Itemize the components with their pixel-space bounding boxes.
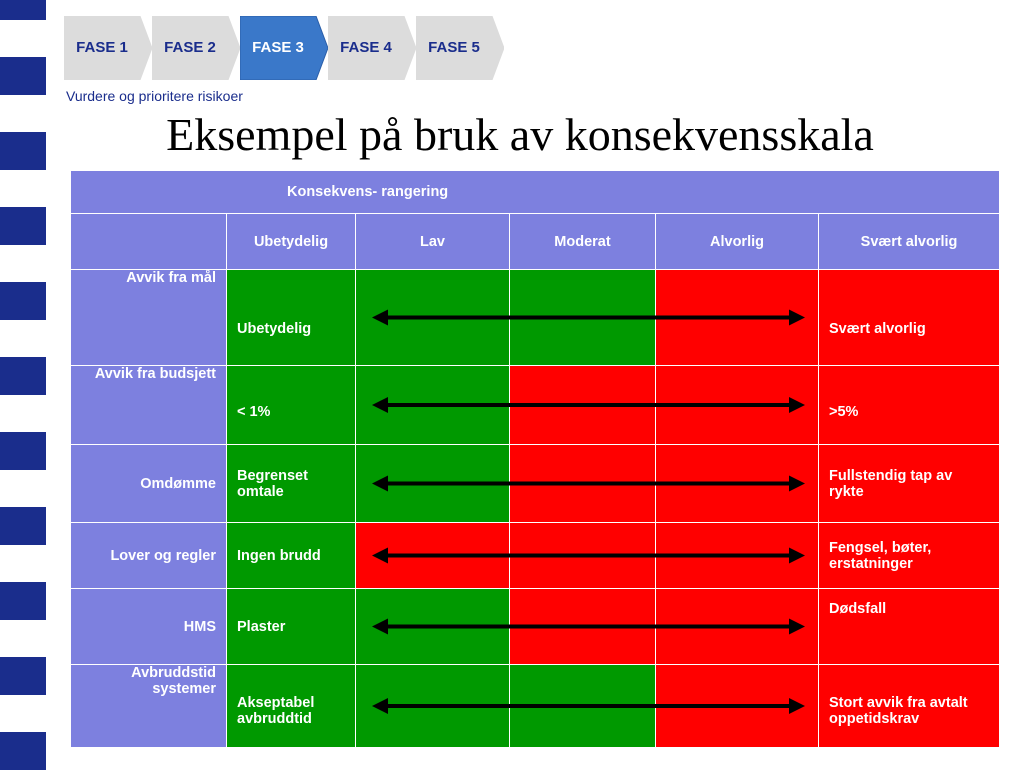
low-consequence-cell: Akseptabel avbruddtid [227,665,356,748]
arrow-head-right [789,619,805,635]
low-consequence-cell: Begrenset omtale [227,445,356,523]
column-header: Ubetydelig [227,214,356,270]
high-consequence-cell: >5% [819,366,1000,445]
column-header: Alvorlig [656,214,819,270]
row-label: HMS [71,589,227,665]
high-consequence-cell: Svært alvorlig [819,270,1000,366]
low-consequence-cell: Ubetydelig [227,270,356,366]
row-label: Avvik fra mål [71,270,227,366]
phase-label: FASE 4 [340,39,392,56]
low-consequence-cell: Plaster [227,589,356,665]
arrow-head-left [372,698,388,714]
high-consequence-cell: Dødsfall [819,589,1000,665]
phase-label: FASE 5 [428,39,480,56]
row-label: Omdømme [71,445,227,523]
row-label: Avvik fra budsjett [71,366,227,445]
arrow-head-left [372,310,388,326]
consequence-ranking-header: Konsekvens- rangering [71,171,1000,214]
arrow-head-left [372,548,388,564]
column-header: Lav [356,214,510,270]
arrow-head-right [789,548,805,564]
page-title: Eksempel på bruk av konsekvensskala [166,109,874,160]
column-header: Svært alvorlig [819,214,1000,270]
arrow-head-right [789,698,805,714]
arrow-head-right [789,397,805,413]
arrow-head-left [372,619,388,635]
column-header: Moderat [510,214,656,270]
phase-label: FASE 2 [164,39,216,56]
low-consequence-cell: < 1% [227,366,356,445]
row-label: Avbruddstid systemer [71,665,227,748]
subtitle: Vurdere og prioritere risikoer [66,88,243,104]
high-consequence-cell: Fengsel, bøter, erstatninger [819,523,1000,589]
arrow-head-left [372,476,388,492]
arrow-head-left [372,397,388,413]
high-consequence-cell: Fullstendig tap av rykte [819,445,1000,523]
arrow-head-right [789,310,805,326]
row-label: Lover og regler [71,523,227,589]
low-consequence-cell: Ingen brudd [227,523,356,589]
phase-label: FASE 3 [252,39,304,56]
phase-label: FASE 1 [76,39,128,56]
high-consequence-cell: Stort avvik fra avtalt oppetidskrav [819,665,1000,748]
arrow-head-right [789,476,805,492]
